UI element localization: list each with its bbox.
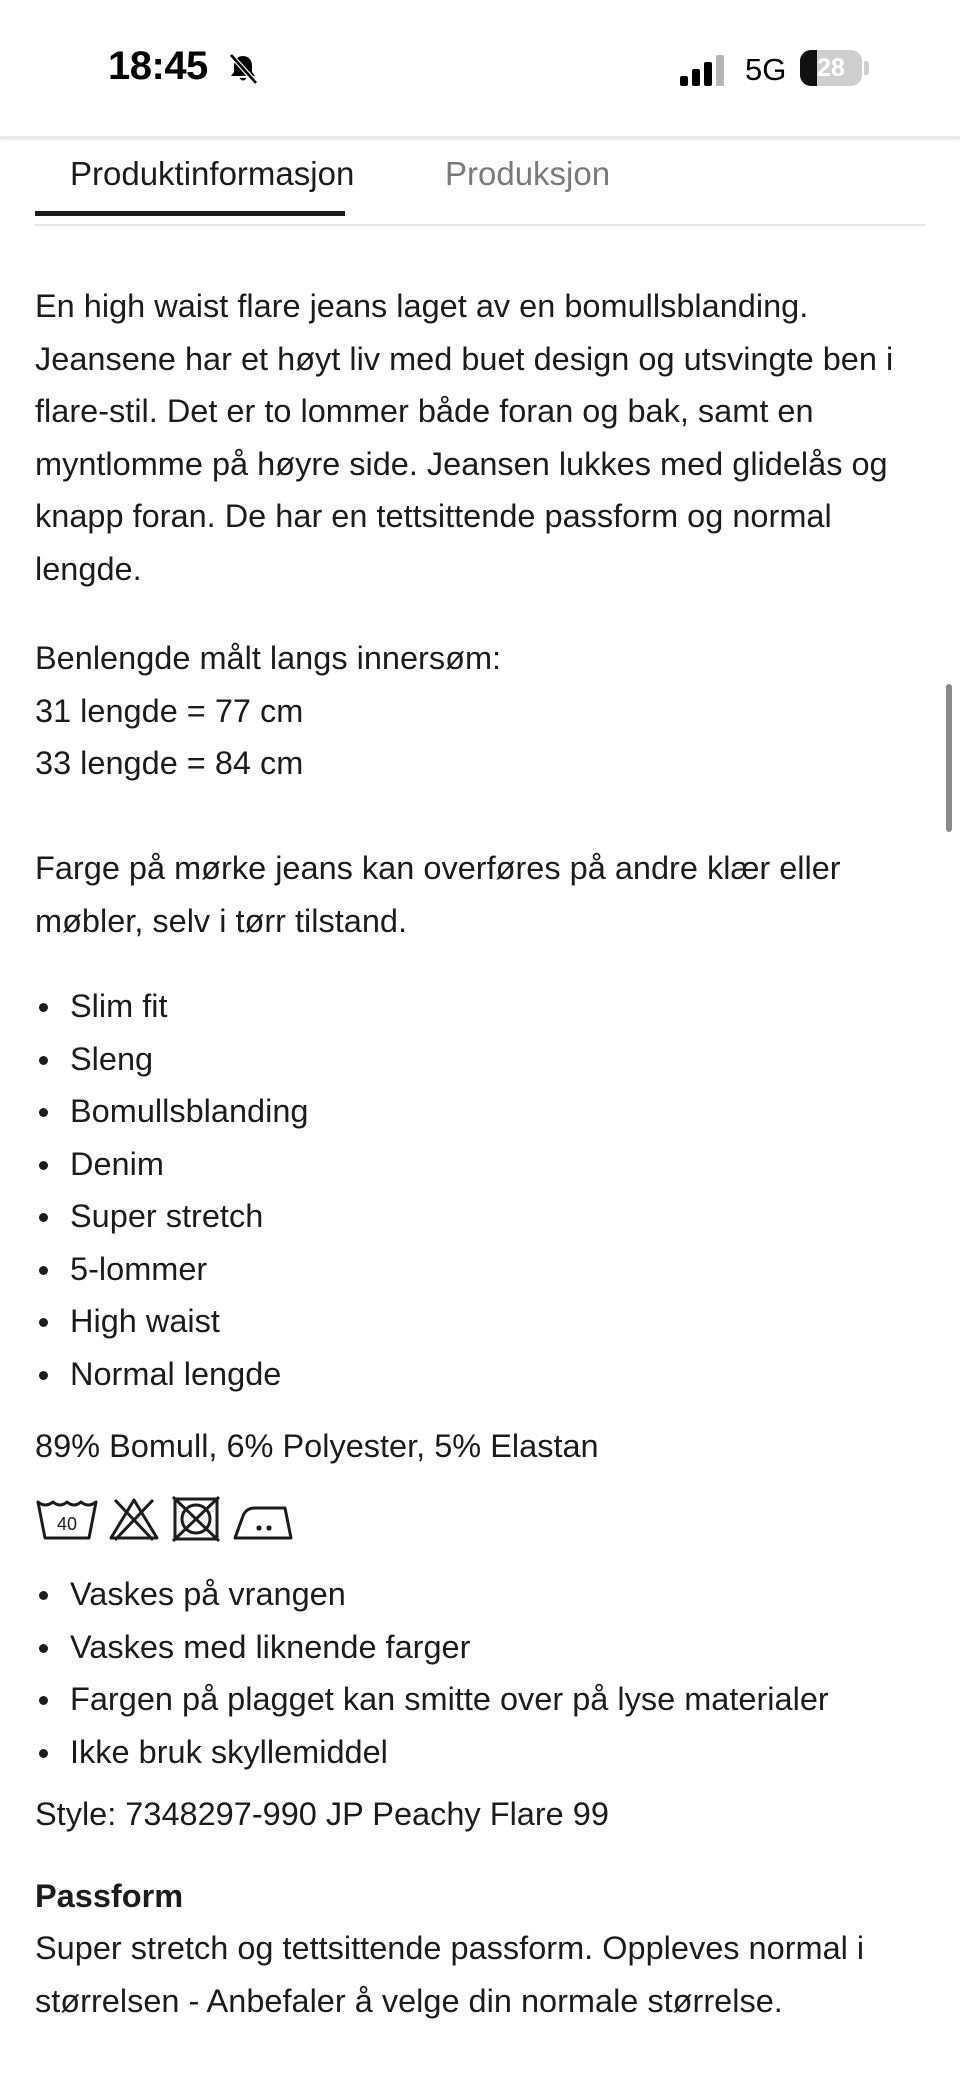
fit-heading: Passform [35,1878,184,1914]
list-item: Super stretch [35,1190,925,1243]
iron-medium-icon [231,1494,297,1542]
product-description: En high waist flare jeans laget av en bomullsblanding. Jeansene har et høyt liv med buet design og utsvingte ben i flare-stil. Det er to lommer både foran og bak, samt en myntlomme på høyre side. Jeansen lukkes med glidelås og knapp foran. De har en tettsittende passform og normal lengde. [35,288,894,587]
list-item: 5-lommer [35,1243,925,1296]
list-item: Normal lengde [35,1348,925,1401]
no-tumble-dry-icon [169,1494,223,1542]
care-instruction-list [35,1568,925,1778]
list-item: High waist [35,1295,925,1348]
list-item: Vaskes på vrangen [35,1568,925,1621]
tab-produktinformasjon[interactable]: Produktinformasjon [35,150,345,216]
list-item: Sleng [35,1033,925,1086]
status-bar [0,0,960,138]
list-item: Slim fit [35,980,925,1033]
status-time: 18:45 [108,44,208,88]
inseam-title: Benlengde målt langs innersøm: [35,640,502,676]
header-divider [0,136,960,139]
tab-produksjon[interactable]: Produksjon [445,155,611,192]
material-composition: 89% Bomull, 6% Polyester, 5% Elastan [35,1428,599,1464]
no-bleach-icon [107,1494,161,1542]
network-type: 5G [745,52,787,87]
feature-list [35,980,925,1400]
inseam-length-31: 31 lengde = 77 cm [35,692,304,729]
color-transfer-warning: Farge på mørke jeans kan overføres på andre klær eller møbler, selv i tørr tilstand. [35,850,841,939]
inseam-length-33: 33 lengde = 84 cm [35,745,304,781]
battery-icon [800,50,870,86]
list-item: Fargen på plagget kan smitte over på lyse materialer [35,1673,925,1726]
tab-bar [35,140,925,226]
wash-temperature: 40 [56,1514,78,1534]
inseam-info [35,632,925,790]
scrollbar[interactable] [946,684,952,832]
list-item: Vaskes med liknende farger [35,1621,925,1674]
care-symbols [35,1494,335,1544]
list-item: Ikke bruk skyllemiddel [35,1726,925,1779]
fit-description: Super stretch og tettsittende passform. Oppleves normal i størrelsen - Anbefaler å velge din normale størrelse. [35,1930,865,2019]
wash-40-icon [35,1494,99,1542]
list-item: Denim [35,1138,925,1191]
bell-muted-icon [226,52,260,86]
cellular-signal-icon [680,54,730,86]
style-number: Style: 7348297-990 JP Peachy Flare 99 [35,1796,609,1832]
battery-percent: 28 [817,54,845,82]
list-item: Bomullsblanding [35,1085,925,1138]
